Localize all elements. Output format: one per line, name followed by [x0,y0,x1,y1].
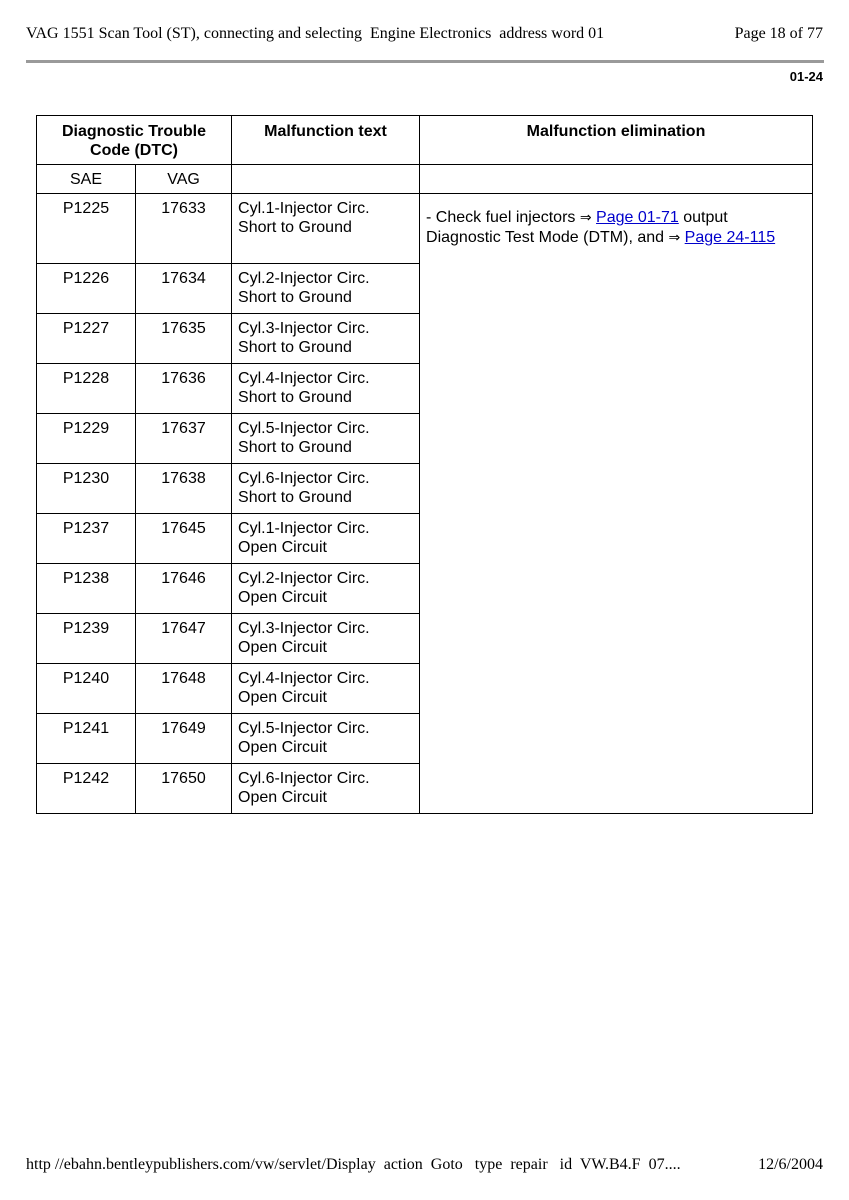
malfunction-text [232,764,420,814]
dtc-vag-code: 17648 [136,664,232,714]
dtc-sae-code: P1242 [37,764,136,814]
col-header-malfunction-elimination: Malfunction elimination [420,116,813,165]
dtc-vag-code: 17634 [136,264,232,314]
malfunction-text [232,364,420,414]
dtc-vag-code: 17633 [136,194,232,264]
dtc-vag-code: 17637 [136,414,232,464]
malfunction-text-line: Short to Ground [238,389,352,406]
malfunction-text-line: Cyl.3-Injector Circ. [238,620,370,637]
dtc-vag-code: 17646 [136,564,232,614]
malfunction-text-line: Cyl.5-Injector Circ. [238,720,370,737]
footer-date: 12/6/2004 [758,1156,823,1173]
malfunction-text-line: Short to Ground [238,339,352,356]
malfunction-text-line: Cyl.6-Injector Circ. [238,470,370,487]
dtc-sae-code: P1229 [37,414,136,464]
dtc-vag-code: 17635 [136,314,232,364]
malfunction-text [232,714,420,764]
subheader-empty [420,165,813,194]
malfunction-text-line: Open Circuit [238,739,327,756]
malfunction-text-line: Open Circuit [238,789,327,806]
malfunction-text-line: Cyl.2-Injector Circ. [238,570,370,587]
malfunction-text [232,664,420,714]
malfunction-text-line: Cyl.4-Injector Circ. [238,670,370,687]
malfunction-text-line: Short to Ground [238,489,352,506]
dtc-sae-code: P1237 [37,514,136,564]
subheader-sae: SAE [37,165,136,194]
malfunction-text-line: Short to Ground [238,289,352,306]
malfunction-text-line: Cyl.5-Injector Circ. [238,420,370,437]
page-number: Page 18 of 77 [734,25,823,42]
dtc-sae-code: P1241 [37,714,136,764]
malfunction-text-line: Short to Ground [238,439,352,456]
malfunction-text-line: Cyl.1-Injector Circ. [238,520,370,537]
malfunction-text-line: Cyl.2-Injector Circ. [238,270,370,287]
malfunction-text-line: Open Circuit [238,589,327,606]
malfunction-text-line: Open Circuit [238,689,327,706]
malfunction-text-line: Open Circuit [238,639,327,656]
dtc-sae-code: P1230 [37,464,136,514]
malfunction-text-line: Cyl.1-Injector Circ. [238,200,370,217]
malfunction-text-line: Open Circuit [238,539,327,556]
malfunction-text [232,614,420,664]
dtc-sae-code: P1239 [37,614,136,664]
dtc-vag-code: 17647 [136,614,232,664]
dtc-vag-code: 17636 [136,364,232,414]
dtc-sae-code: P1240 [37,664,136,714]
dtc-vag-code: 17638 [136,464,232,514]
link-page-24-115[interactable]: Page 24-115 [684,229,776,246]
dtc-sae-code: P1238 [37,564,136,614]
malfunction-text [232,464,420,514]
arrow-right-icon: ⇒ [579,210,592,226]
dtc-vag-code: 17649 [136,714,232,764]
subheader-vag: VAG [136,165,232,194]
subheader-empty [232,165,420,194]
malfunction-text-line: Cyl.6-Injector Circ. [238,770,370,787]
malfunction-text-line: Short to Ground [238,219,352,236]
malfunction-text-line: Cyl.3-Injector Circ. [238,320,370,337]
malfunction-elimination [420,194,813,814]
malfunction-text-line: Cyl.4-Injector Circ. [238,370,370,387]
dtc-vag-code: 17650 [136,764,232,814]
dtc-sae-code: P1228 [37,364,136,414]
malfunction-text [232,564,420,614]
dtc-sae-code: P1226 [37,264,136,314]
dtc-table [36,115,813,814]
malfunction-text [232,514,420,564]
dtc-sae-code: P1225 [37,194,136,264]
header-title: VAG 1551 Scan Tool (ST), connecting and selecting Engine Electronics address word 01 [26,25,605,42]
elimination-text: output Diagnostic Test Mode (DTM), and [426,209,728,246]
header-divider [26,60,824,63]
malfunction-text [232,194,420,264]
dtc-vag-code: 17645 [136,514,232,564]
elimination-text: - Check fuel injectors [426,209,576,226]
col-header-dtc: Diagnostic Trouble Code (DTC) [37,116,232,165]
malfunction-text [232,264,420,314]
footer-url: http //ebahn.bentleypublishers.com/vw/servlet/Display action Goto type repair id VW.B4.F 07.... [26,1156,681,1173]
malfunction-text [232,414,420,464]
malfunction-text [232,314,420,364]
arrow-right-icon: ⇒ [668,230,681,246]
link-page-01-71[interactable]: Page 01-71 [596,209,679,226]
dtc-sae-code: P1227 [37,314,136,364]
document-code: 01-24 [789,69,823,84]
col-header-malfunction-text: Malfunction text [232,116,420,165]
table-row [37,194,813,264]
